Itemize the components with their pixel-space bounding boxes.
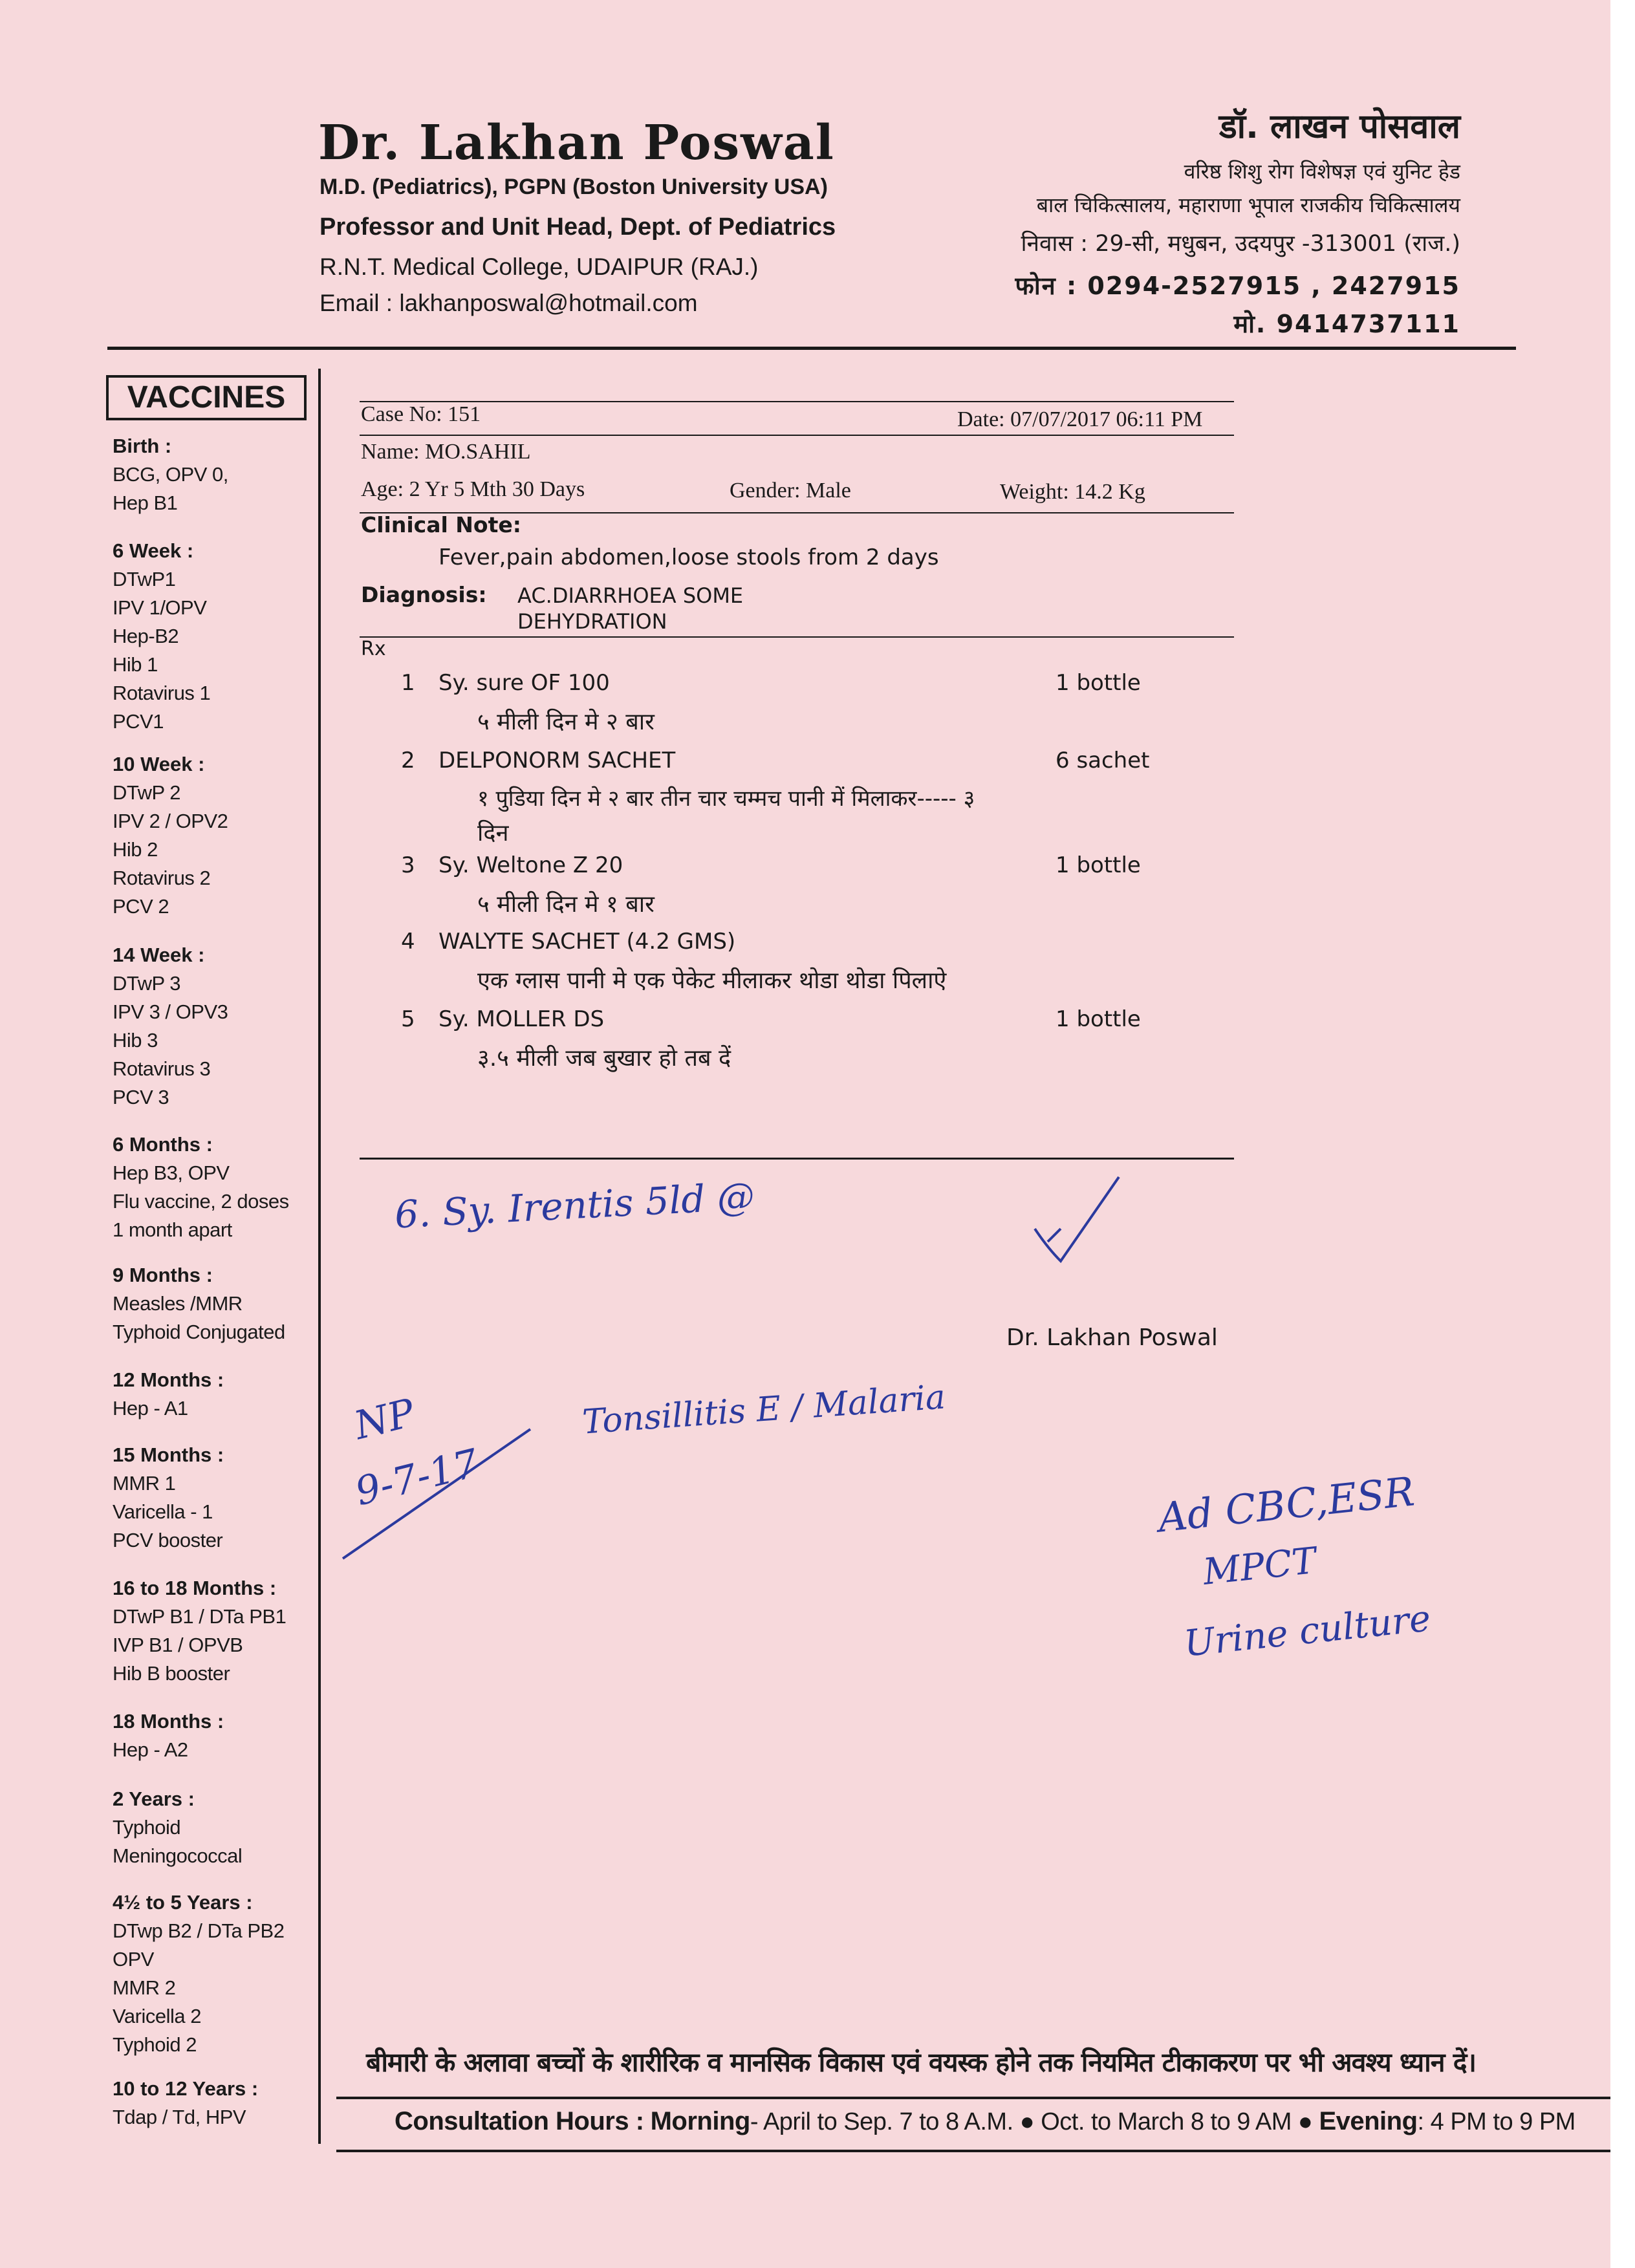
patient-top-rule — [360, 401, 1234, 402]
hindi-hospital: बाल चिकित्सालय, महाराणा भूपाल राजकीय चिकित्सालय — [1036, 193, 1460, 217]
handwritten-np-date: 9-7-17 — [351, 1440, 483, 1515]
vaccine-group — [113, 1707, 326, 1764]
vaccine-item: PCV booster — [113, 1529, 223, 1551]
vaccine-item: IPV 2 / OPV2 — [113, 810, 228, 832]
signature-icon — [1022, 1158, 1138, 1274]
vaccine-group-heading: 6 Months : — [113, 1133, 213, 1156]
vaccine-group-heading: 18 Months : — [113, 1710, 224, 1733]
designation: Professor and Unit Head, Dept. of Pediatrics — [319, 213, 836, 241]
signature-name: Dr. Lakhan Poswal — [1006, 1324, 1218, 1351]
handwritten-advice-3: Urine culture — [1182, 1597, 1433, 1665]
rx-instruction: ५ मीली दिन मे २ बार — [477, 709, 655, 735]
rx-number: 3 — [401, 852, 415, 878]
vaccine-group-heading: 6 Week : — [113, 539, 194, 562]
qualification: M.D. (Pediatrics), PGPN (Boston University USA) — [319, 175, 828, 199]
vaccine-item: PCV 2 — [113, 895, 169, 918]
header-rule — [107, 347, 1516, 350]
consultation-hours — [395, 2107, 1575, 2136]
hindi-phone: फोन : 0294-2527915 , 2427915 — [1015, 272, 1460, 300]
vaccine-group-heading: 10 Week : — [113, 753, 205, 775]
vaccine-item: Hib 3 — [113, 1029, 158, 1052]
evening-label: Evening — [1319, 2107, 1418, 2135]
vaccine-group — [113, 1130, 326, 1244]
rx-instruction: ५ मीली दिन मे १ बार — [477, 891, 655, 918]
handwritten-line6: 6. Sy. Irentis 5ld @ — [393, 1174, 756, 1237]
diagnosis-label: Diagnosis: — [361, 582, 487, 607]
vaccine-item: Rotavirus 1 — [113, 682, 211, 704]
morning-label: Morning — [650, 2107, 750, 2135]
college: R.N.T. Medical College, UDAIPUR (RAJ.) — [319, 254, 759, 280]
rx-number: 4 — [401, 929, 415, 955]
rx-drug: DELPONORM SACHET — [439, 748, 676, 773]
vaccine-item: IVP B1 / OPVB — [113, 1634, 243, 1656]
footer-advice: बीमारी के अलावा बच्चों के शारीरिक व मानसिक विकास एवं वयस्क होने तक नियमित टीकाकरण पर भी अवश्य ध्यान दें। — [366, 2047, 1477, 2078]
vaccine-group-heading: 4½ to 5 Years : — [113, 1891, 253, 1914]
vaccine-group — [113, 1888, 326, 2059]
vaccine-item: DTwP B1 / DTa PB1 — [113, 1605, 287, 1628]
footer-rule-bottom — [336, 2150, 1610, 2152]
date: Date: 07/07/2017 06:11 PM — [957, 407, 1203, 431]
vaccine-group-heading: 10 to 12 Years : — [113, 2077, 259, 2100]
diagnosis-rule — [360, 636, 1234, 638]
footer-rule-top — [336, 2097, 1610, 2099]
vaccine-item: Typhoid Conjugated — [113, 1321, 285, 1343]
vaccine-item: Tdap / Td, HPV — [113, 2106, 246, 2128]
rx-instruction: १ पुडिया दिन मे २ बार तीन चार चम्मच पानी में मिलाकर----- ३ — [477, 786, 975, 812]
consult-label: Consultation Hours : — [395, 2107, 644, 2135]
vaccine-item: Typhoid — [113, 1816, 181, 1839]
vaccine-item: Hep B3, OPV — [113, 1161, 230, 1184]
vaccine-item: OPV — [113, 1948, 154, 1971]
vaccine-item: 1 month apart — [113, 1218, 232, 1241]
handwritten-advice-2: MPCT — [1201, 1540, 1319, 1593]
vaccine-item: Rotavirus 2 — [113, 867, 211, 889]
rx-drug: WALYTE SACHET (4.2 GMS) — [439, 929, 736, 955]
vaccine-group — [113, 432, 326, 517]
vaccine-group — [113, 2075, 326, 2132]
rx-number: 2 — [401, 748, 415, 773]
vaccine-item: Hep - A2 — [113, 1738, 188, 1761]
vaccine-group — [113, 1574, 326, 1688]
vaccine-group — [113, 1785, 326, 1870]
diagnosis-line1: AC.DIARRHOEA SOME — [517, 583, 744, 608]
vaccine-item: DTwP 2 — [113, 781, 180, 804]
evening-hours: : 4 PM to 9 PM — [1417, 2108, 1575, 2135]
handwritten-advice-1: Ad CBC,ESR — [1156, 1467, 1417, 1542]
clinical-note-text: Fever,pain abdomen,loose stools from 2 days — [439, 545, 939, 570]
vaccine-group-heading: 16 to 18 Months : — [113, 1577, 277, 1599]
patient-mid-rule — [360, 435, 1234, 436]
rx-quantity: 6 sachet — [1056, 748, 1150, 773]
vaccine-group — [113, 750, 326, 921]
diagnosis-line2: DEHYDRATION — [517, 609, 667, 634]
vaccine-group — [113, 941, 326, 1112]
vaccine-item: DTwP1 — [113, 568, 176, 590]
patient-age: Age: 2 Yr 5 Mth 30 Days — [361, 477, 585, 501]
handwritten-np: NP — [349, 1390, 419, 1449]
vaccine-item: Measles /MMR — [113, 1292, 243, 1315]
rx-instruction: एक ग्लास पानी मे एक पेकेट मीलाकर थोडा थोडा पिलाऐ — [477, 967, 947, 994]
vaccine-item: MMR 1 — [113, 1472, 176, 1495]
vaccine-item: DTwp B2 / DTa PB2 — [113, 1919, 285, 1942]
case-number: Case No: 151 — [361, 402, 481, 426]
vaccine-group-heading: Birth : — [113, 435, 172, 457]
doctor-name: Dr. Lakhan Poswal — [318, 115, 835, 171]
vaccine-group — [113, 1441, 326, 1555]
patient-weight: Weight: 14.2 Kg — [1000, 480, 1145, 504]
rx-number: 5 — [401, 1006, 415, 1032]
vaccine-group — [113, 1261, 326, 1346]
vaccine-item: Hib 1 — [113, 653, 158, 676]
rx-instruction: ३.५ मीली जब बुखार हो तब दें — [477, 1045, 731, 1072]
vaccine-group-heading: 12 Months : — [113, 1368, 224, 1391]
rx-label: Rx — [361, 638, 386, 660]
vaccine-group-heading: 14 Week : — [113, 944, 205, 966]
vaccine-item: Hep B1 — [113, 491, 178, 514]
vaccine-item: Rotavirus 3 — [113, 1057, 211, 1080]
hindi-designation: वरिष्ठ शिशु रोग विशेषज्ञ एवं युनिट हेड — [1184, 159, 1460, 184]
vaccine-item: PCV 3 — [113, 1086, 169, 1108]
handwritten-diagnosis: Tonsillitis E / Malaria — [581, 1377, 947, 1442]
clinical-note-label: Clinical Note: — [361, 512, 521, 537]
vaccine-item: IPV 1/OPV — [113, 596, 207, 619]
vaccine-group-heading: 2 Years : — [113, 1787, 195, 1810]
vaccine-item: Meningococcal — [113, 1844, 243, 1867]
rx-quantity: 1 bottle — [1056, 852, 1141, 878]
vaccine-item: Flu vaccine, 2 doses — [113, 1190, 289, 1213]
morning-hours: - April to Sep. 7 to 8 A.M. ● Oct. to March 8 to 9 AM ● — [750, 2108, 1313, 2135]
scan-margin — [1610, 0, 1635, 2268]
vaccine-item: Hib 2 — [113, 838, 158, 861]
hindi-address: निवास : 29-सी, मधुबन, उदयपुर -313001 (राज.) — [1021, 231, 1460, 257]
vaccine-group-heading: 15 Months : — [113, 1443, 224, 1466]
hindi-doctor-name: डॉ. लाखन पोसवाल — [1218, 107, 1460, 146]
rx-drug: Sy. MOLLER DS — [439, 1006, 605, 1032]
vaccine-item: IPV 3 / OPV3 — [113, 1000, 228, 1023]
rx-number: 1 — [401, 670, 415, 696]
vaccine-item: Varicella - 1 — [113, 1500, 213, 1523]
patient-gender: Gender: Male — [730, 479, 851, 502]
vaccine-item: Hep-B2 — [113, 625, 179, 647]
vaccine-group — [113, 537, 326, 736]
rx-drug: Sy. sure OF 100 — [439, 670, 610, 696]
vaccine-item: MMR 2 — [113, 1976, 176, 1999]
rx-quantity: 1 bottle — [1056, 670, 1141, 696]
patient-name: Name: MO.SAHIL — [361, 440, 531, 464]
rx-instruction-cont: दिन — [477, 820, 509, 847]
vaccine-item: PCV1 — [113, 710, 164, 733]
vaccine-item: Hib B booster — [113, 1662, 230, 1685]
hindi-mobile: मो. 9414737111 — [1233, 310, 1460, 338]
vaccine-group — [113, 1366, 326, 1423]
vaccine-item: DTwP 3 — [113, 972, 180, 995]
vaccine-group-heading: 9 Months : — [113, 1264, 213, 1286]
vaccine-item: BCG, OPV 0, — [113, 463, 228, 486]
vaccines-title: VACCINES — [106, 375, 307, 420]
vaccine-item: Varicella 2 — [113, 2005, 201, 2027]
vaccine-item: Typhoid 2 — [113, 2033, 197, 2056]
rx-drug: Sy. Weltone Z 20 — [439, 852, 623, 878]
vaccine-item: Hep - A1 — [113, 1397, 188, 1420]
handwritten-strike — [336, 1423, 543, 1565]
email: Email : lakhanposwal@hotmail.com — [319, 290, 698, 316]
rx-quantity: 1 bottle — [1056, 1006, 1141, 1032]
